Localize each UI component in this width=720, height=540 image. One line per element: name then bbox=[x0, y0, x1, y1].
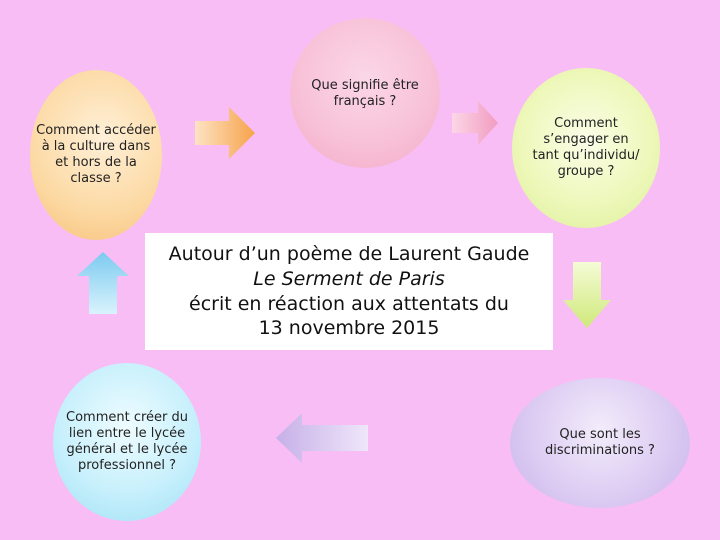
arrow-up-icon bbox=[77, 252, 129, 314]
node-culture-label: Comment accéder à la culture dans et hors de la classe ? bbox=[36, 122, 156, 187]
node-engagement-label: Comment s’engager en tant qu’individu/ groupe ? bbox=[532, 115, 640, 180]
arrow-left-icon bbox=[276, 413, 368, 463]
node-etre-francais-label: Que signifie être français ? bbox=[311, 78, 419, 110]
node-lien-lycees-label: Comment créer du lien entre le lycée général et le lycée professionnel ? bbox=[66, 409, 188, 474]
arrow-right-icon bbox=[452, 100, 500, 146]
arrow-down-icon bbox=[563, 262, 611, 328]
center-line-1: Autour d’un poème de Laurent Gaude bbox=[168, 243, 530, 266]
node-etre-francais bbox=[290, 18, 440, 168]
node-discriminations-label: Que sont les discriminations ? bbox=[545, 426, 655, 458]
center-title-box bbox=[145, 233, 553, 350]
center-poem-title: Le Serment de Paris bbox=[253, 267, 445, 290]
node-culture bbox=[30, 70, 162, 240]
arrow-right-icon bbox=[195, 105, 257, 160]
center-line-3: écrit en réaction aux attentats du bbox=[189, 292, 509, 315]
node-discriminations bbox=[510, 378, 690, 508]
center-line-4: 13 novembre 2015 bbox=[258, 317, 440, 340]
node-lien-lycees bbox=[53, 363, 201, 521]
node-engagement bbox=[512, 68, 660, 228]
